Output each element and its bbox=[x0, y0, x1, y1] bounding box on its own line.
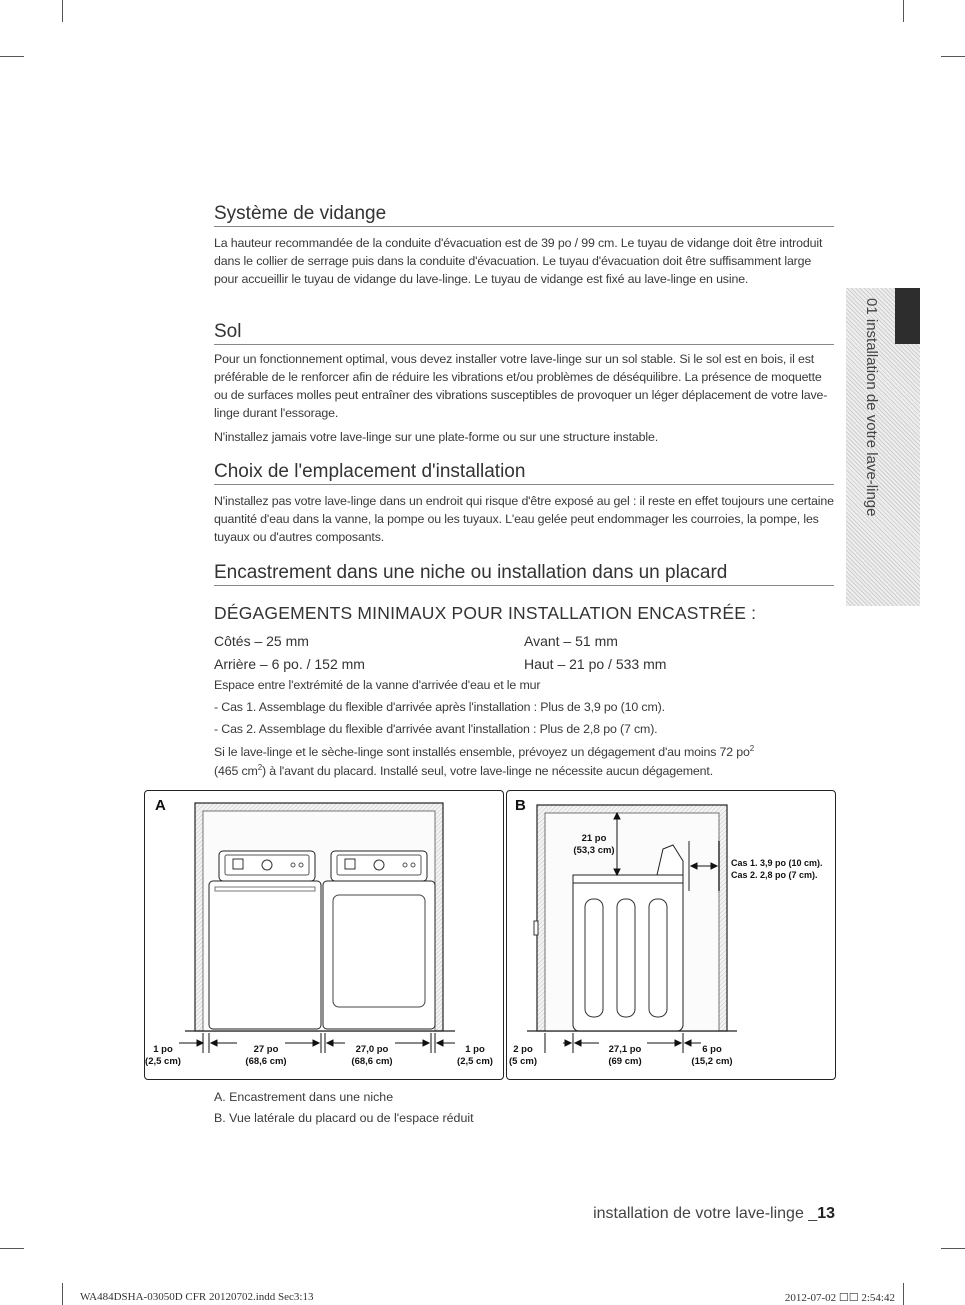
dim-value: 21 po bbox=[581, 833, 607, 844]
floor-warning: N'installez jamais votre lave-linge sur une plate-forme ou sur une structure instable. bbox=[214, 430, 659, 444]
clearances-heading: DÉGAGEMENTS MINIMAUX POUR INSTALLATION ENCASTRÉE : bbox=[214, 603, 757, 623]
figure-a-caption: A. Encastrement dans une niche bbox=[214, 1090, 394, 1104]
chapter-title: installation de votre lave-linge bbox=[863, 318, 880, 517]
print-slug-timestamp: 2012-07-02 ☐☐ 2:54:42 bbox=[784, 1292, 895, 1304]
figure-b-valve-cases bbox=[731, 857, 823, 881]
figure-a-illustration bbox=[145, 791, 503, 1079]
figure-b-dim-depth bbox=[603, 1044, 647, 1068]
dim-value-metric: (2,5 cm) bbox=[457, 1056, 493, 1067]
figure-b-top-dim bbox=[559, 833, 629, 857]
crop-mark bbox=[62, 0, 63, 22]
dim-value-metric: (15,2 cm) bbox=[691, 1056, 733, 1067]
chapter-number: 01 bbox=[863, 298, 880, 315]
crop-mark bbox=[903, 1283, 904, 1305]
dim-value: 1 po bbox=[153, 1044, 173, 1055]
dim-value: 6 po bbox=[702, 1044, 722, 1055]
footer-section-name: installation de votre lave-linge _ bbox=[593, 1205, 818, 1222]
dim-value-metric: (68,6 cm) bbox=[351, 1056, 393, 1067]
figure-b-caption: B. Vue latérale du placard ou de l'espace réduit bbox=[214, 1111, 474, 1125]
dim-value-metric: (5 cm) bbox=[509, 1056, 537, 1067]
crop-mark bbox=[941, 1248, 965, 1249]
figure-b-dim-rear bbox=[687, 1044, 737, 1068]
figure-a-dim-washer bbox=[241, 1044, 291, 1068]
crop-mark bbox=[62, 1283, 63, 1305]
valve-space-note: Espace entre l'extrémité de la vanne d'arrivée d'eau et le mur bbox=[214, 678, 541, 692]
figure-b-letter: B bbox=[515, 797, 526, 814]
chapter-tab-label bbox=[846, 288, 896, 606]
case-2-dim: Cas 2. 2,8 po (7 cm). bbox=[731, 870, 818, 880]
superscript-2: 2 bbox=[257, 763, 263, 772]
figure-b-dim-front bbox=[507, 1044, 539, 1068]
alcove-section-title: Encastrement dans une niche ou installation dans un placard bbox=[214, 562, 834, 586]
pair-note-part-b1: (465 cm bbox=[214, 764, 258, 779]
chapter-tab-marker bbox=[895, 288, 920, 344]
pair-install-note-continued bbox=[214, 763, 713, 778]
crop-mark bbox=[0, 1248, 24, 1249]
figure-a-dim-left bbox=[145, 1044, 181, 1068]
figure-a-alcove bbox=[144, 790, 504, 1080]
drain-section-title: Système de vidange bbox=[214, 203, 834, 227]
crop-mark bbox=[941, 56, 965, 57]
dim-value: 1 po bbox=[465, 1044, 485, 1055]
clearance-rear: Arrière – 6 po. / 152 mm bbox=[214, 656, 365, 672]
figure-b-side-view bbox=[506, 790, 836, 1080]
pair-install-note bbox=[214, 744, 754, 759]
dim-value: 2 po bbox=[513, 1044, 533, 1055]
crop-mark bbox=[903, 0, 904, 22]
page-footer bbox=[593, 1205, 835, 1223]
figure-b-illustration bbox=[507, 791, 835, 1079]
clearance-sides: Côtés – 25 mm bbox=[214, 633, 309, 649]
floor-section-title: Sol bbox=[214, 321, 834, 345]
case-1-note: - Cas 1. Assemblage du flexible d'arrivée après l'installation : Plus de 3,9 po (10 cm). bbox=[214, 700, 665, 714]
crop-mark bbox=[0, 56, 24, 57]
pair-note-part-b2: ) à l'avant du placard. Installé seul, votre lave-linge ne nécessite aucun dégagement. bbox=[262, 764, 713, 779]
superscript-2: 2 bbox=[749, 744, 755, 753]
dim-value-metric: (69 cm) bbox=[608, 1056, 642, 1067]
dim-value-metric: (68,6 cm) bbox=[245, 1056, 287, 1067]
location-paragraph: N'installez pas votre lave-linge dans un endroit qui risque d'être exposé au gel : il reste en effet toujours une certaine quantité d'eau dans la vanne, la pompe ou les tuyaux. L'eau gelée peut endommager les courroies, la pompe, les tuyaux ou d'autres composants. bbox=[214, 494, 834, 544]
floor-paragraph: Pour un fonctionnement optimal, vous devez installer votre lave-linge sur un sol stable. Si le sol est en bois, il est préférable de le renforcer afin de réduire les vibrations et/ou problèmes de déséquilibre. La présence de moquette ou de surfaces molles peut entraîner des vibrations susceptibles de provoquer un léger déplacement de votre lave-linge durant l'essorage. bbox=[214, 352, 828, 420]
dim-value-metric: (2,5 cm) bbox=[145, 1056, 181, 1067]
clearance-top: Haut – 21 po / 533 mm bbox=[524, 656, 667, 672]
case-2-note: - Cas 2. Assemblage du flexible d'arrivée avant l'installation : Plus de 2,8 po (7 cm). bbox=[214, 722, 658, 736]
figure-a-dim-right bbox=[453, 1044, 497, 1068]
drain-paragraph: La hauteur recommandée de la conduite d'évacuation est de 39 po / 99 cm. Le tuyau de vidange doit être introduit dans le collier de serrage puis dans la conduite d'évacuation. Le tuyau d'évacuation doit être suffisamment large pour accueillir le tuyau de vidange du lave-linge. Le tuyau de vidange est fixé au lave-linge en usine. bbox=[214, 236, 823, 286]
case-1-dim: Cas 1. 3,9 po (10 cm). bbox=[731, 858, 823, 868]
chapter-side-tab bbox=[846, 288, 920, 606]
figure-a-dim-dryer bbox=[347, 1044, 397, 1068]
print-slug-file: WA484DSHA-03050D CFR 20120702.indd Sec3:13 bbox=[80, 1291, 314, 1303]
figure-a-letter: A bbox=[155, 797, 166, 814]
dim-value: 27,0 po bbox=[355, 1044, 389, 1055]
location-section-title: Choix de l'emplacement d'installation bbox=[214, 461, 834, 485]
dim-value: 27 po bbox=[253, 1044, 279, 1055]
dim-value: 27,1 po bbox=[608, 1044, 642, 1055]
clearance-front: Avant – 51 mm bbox=[524, 633, 618, 649]
page-number: 13 bbox=[817, 1205, 835, 1222]
dim-value-metric: (53,3 cm) bbox=[573, 845, 615, 856]
pair-note-part-a: Si le lave-linge et le sèche-linge sont installés ensemble, prévoyez un dégagement d'au moins 72 po bbox=[214, 745, 750, 760]
